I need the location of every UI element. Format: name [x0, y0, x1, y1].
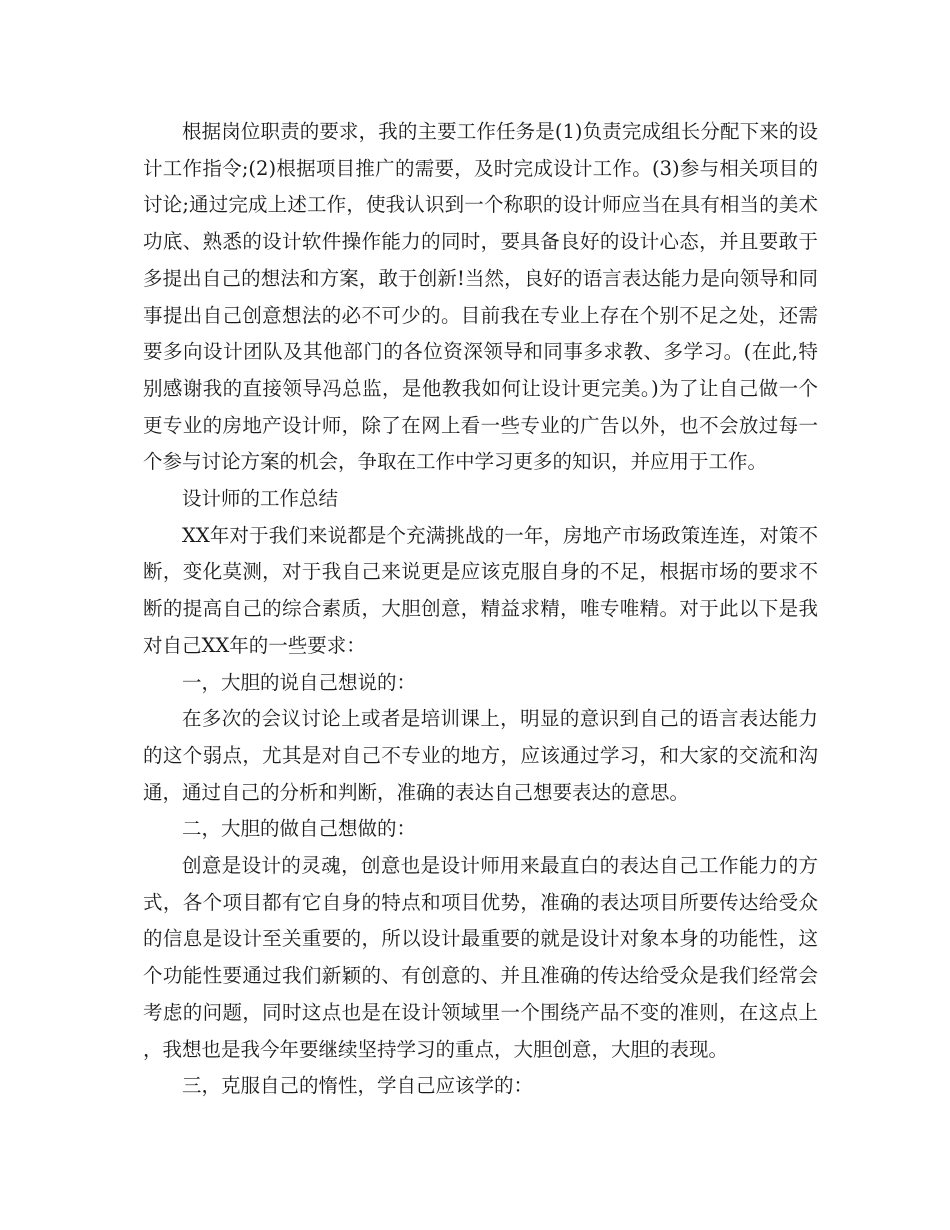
paragraph-job-duties: 根据岗位职责的要求，我的主要工作任务是(1)负责完成组长分配下来的设计工作指令;(2)根据项目推广的需要，及时完成设计工作。(3)参与相关项目的讨论;通过完成上述工作，使我认识到一个称职的设计师应当在具有相当的美术功底、熟悉的设计软件操作能力的同时，要具备良好的设计心态，并且要敢于多提出自己的想法和方案，敢于创新!当然，良好的语言表达能力是向领导和同事提出自己创意想法的必不可少的。目前我在专业上存在个别不足之处，还需要多向设计团队及其他部门的各位资深领导和同事多求教、多学习。(在此,特别感谢我的直接领导冯总监，是他教我如何让设计更完美。)为了让自己做一个更专业的房地产设计师，除了在网上看一些专业的广告以外，也不会放过每一个参与讨论方案的机会，争取在工作中学习更多的知识，并应用于工作。 [143, 120, 818, 474]
heading-point-one: 一，大胆的说自己想说的： [182, 670, 417, 694]
document-body [143, 114, 818, 1105]
paragraph-year-intro: XX年对于我们来说都是个充满挑战的一年，房地产市场政策连连，对策不断，变化莫测，对于我自己来说更是应该克服自身的不足，根据市场的要求不断的提高自己的综合素质，大胆创意，精益求精，唯专唯精。对于此以下是我对自己XX年的一些要求： [143, 523, 818, 657]
heading-point-three: 三，克服自己的惰性，学自己应该学的： [182, 1074, 534, 1098]
section-title-summary: 设计师的工作总结 [182, 487, 339, 511]
paragraph-point-one: 在多次的会议讨论上或者是培训课上，明显的意识到自己的语言表达能力的这个弱点，尤其是对自己不专业的地方，应该通过学习，和大家的交流和沟通，通过自己的分析和判断，准确的表达自己想要表达的意思。 [143, 707, 818, 804]
heading-point-two: 二，大胆的做自己想做的： [182, 817, 417, 841]
paragraph-point-two: 创意是设计的灵魂，创意也是设计师用来最直白的表达自己工作能力的方式，各个项目都有它自身的特点和项目优势，准确的表达项目所要传达给受众的信息是设计至关重要的，所以设计最重要的就是设计对象本身的功能性，这个功能性要通过我们新颖的、有创意的、并且准确的传达给受众是我们经常会考虑的问题，同时这点也是在设计领域里一个围绕产品不变的准则，在这点上，我想也是我今年要继续坚持学习的重点，大胆创意，大胆的表现。 [143, 854, 818, 1061]
